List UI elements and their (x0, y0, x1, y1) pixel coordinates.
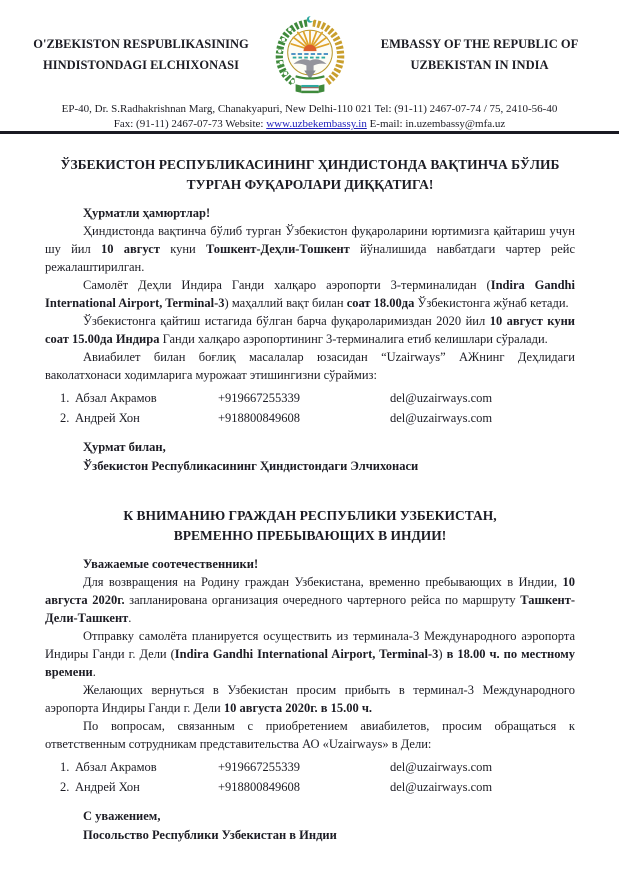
contact-phone: +919667255339 (218, 391, 301, 405)
contact-info (0, 102, 619, 132)
uzbek-contact-list (45, 388, 575, 428)
russian-salutation: Уважаемые соотечественники! (83, 557, 259, 571)
contact-phone: +919667255339 (218, 760, 301, 774)
contact-name: Андрей Хон (75, 411, 140, 425)
uzbek-title-line2: ТУРГАН ФУҚАРОЛАРИ ДИҚҚАТИГА! (186, 177, 434, 192)
uzbek-closing-line1: Ҳурмат билан, (83, 440, 166, 454)
uzbek-salutation: Ҳурматли ҳамюртлар! (83, 206, 211, 220)
contact-name: Андрей Хон (75, 780, 140, 794)
website-link[interactable]: www.uzbekembassy.in (266, 118, 367, 130)
fax-label: Fax: (91-11) 2467-07-73 Website: (113, 118, 267, 130)
contact-phone: +918800849608 (218, 411, 301, 425)
embassy-name-english-line2: UZBEKISTAN IN INDIA (410, 58, 549, 72)
uzbek-paragraph-1: Ҳиндистонда вақтинча бўлиб турган Ўзбекистон фуқароларини юртимизга қайтариш учун шу йил 10 август куни Тошкент-Деҳли-Тошкент йўналишида навбатдаги чартер рейс режалаштирилган. (45, 224, 575, 274)
russian-closing (45, 807, 575, 845)
contact-email: del@uzairways.com (390, 411, 493, 425)
russian-closing-line2: Посольство Республики Узбекистан в Индии (83, 828, 337, 842)
contact-number: 1. (60, 391, 70, 405)
uzbek-section-title (45, 155, 575, 195)
russian-paragraph-4: По вопросам, связанным с приобретением авиабилетов, просим обращаться к ответственным сотрудникам представительства АО «Uzairways» в Дели: (45, 719, 575, 751)
uzbekistan-coat-of-arms-icon (274, 8, 346, 100)
uzbek-closing (45, 438, 575, 476)
embassy-name-english (352, 34, 607, 76)
email-label: E-mail: in.uzembassy@mfa.uz (366, 118, 506, 130)
contact-email: del@uzairways.com (390, 391, 493, 405)
contact-number: 2. (60, 780, 70, 794)
russian-title-line1: К ВНИМАНИЮ ГРАЖДАН РЕСПУБЛИКИ УЗБЕКИСТАН, (123, 508, 497, 523)
contact-row (45, 777, 575, 797)
header-divider (0, 131, 619, 134)
contact-number: 2. (60, 411, 70, 425)
letterhead (0, 0, 619, 135)
uzbek-paragraph-3: Ўзбекистонга қайтиш истагида бўлган барча фуқароларимиздан 2020 йил 10 август куни соат 15.00да Индира Ганди халқаро аэропортининг 3-терминалига етиб келишлари сўралади. (45, 314, 575, 346)
russian-section-title (45, 506, 575, 546)
contact-row (45, 757, 575, 777)
uzbek-paragraph-4: Авиабилет билан боғлиқ масалалар юзасидан “Uzairways” АЖнинг Деҳлидаги ваколатхонаси ходимларига мурожаат этишингизни сўраймиз: (45, 350, 575, 382)
contact-name: Абзал Акрамов (75, 760, 157, 774)
letter-body (0, 155, 619, 845)
contact-row (45, 408, 575, 428)
russian-paragraph-1: Для возвращения на Родину граждан Узбекистана, временно пребывающих в Индии, 10 августа 2020г. запланирована организация очередного чартерного рейса по маршруту Ташкент-Дели-Ташкент. (45, 575, 575, 625)
contact-number: 1. (60, 760, 70, 774)
uzbek-closing-line2: Ўзбекистон Республикасининг Ҳиндистондаги Элчихонаси (83, 459, 419, 473)
uzbek-title-line1: ЎЗБЕКИСТОН РЕСПУБЛИКАСИНИНГ ҲИНДИСТОНДА ВАҚТИНЧА БЎЛИБ (60, 157, 560, 172)
contact-email: del@uzairways.com (390, 780, 493, 794)
embassy-name-uzbek-line2: HINDISTONDAGI ELCHIXONASI (43, 58, 239, 72)
contact-name: Абзал Акрамов (75, 391, 157, 405)
contact-email: del@uzairways.com (390, 760, 493, 774)
contact-row (45, 388, 575, 408)
address-line1: EP-40, Dr. S.Radhakrishnan Marg, Chanakyapuri, New Delhi-110 021 Tel: (91-11) 2467-07-74 / 75, 2410-56-40 (61, 103, 558, 115)
russian-contact-list (45, 757, 575, 797)
russian-closing-line1: С уважением, (83, 809, 161, 823)
russian-paragraph-3: Желающих вернуться в Узбекистан просим прибыть в терминал-3 Международного аэропорта Индиры Ганди г. Дели 10 августа 2020г. в 15.00 ч. (45, 683, 575, 715)
address-line2 (0, 117, 619, 132)
russian-paragraph-2: Отправку самолёта планируется осуществить из терминала-3 Международного аэропорта Индиры Ганди г. Дели (Indira Gandhi International Airport, Terminal-3) в 18.00 ч. по местному времени. (45, 629, 575, 679)
uzbek-paragraph-2: Самолёт Деҳли Индира Ганди халқаро аэропорти 3-терминалидан (Indira Gandhi International Airport, Terminal-3) маҳаллий вақт билан соат 18.00да Ўзбекистонга жўнаб кетади. (45, 278, 575, 310)
russian-title-line2: ВРЕМЕННО ПРЕБЫВАЮЩИХ В ИНДИИ! (173, 528, 447, 543)
embassy-name-uzbek (12, 34, 270, 76)
embassy-name-english-line1: EMBASSY OF THE REPUBLIC OF (380, 37, 579, 51)
contact-phone: +918800849608 (218, 780, 301, 794)
embassy-name-uzbek-line1: O'ZBEKISTON RESPUBLIKASINING (33, 37, 249, 51)
